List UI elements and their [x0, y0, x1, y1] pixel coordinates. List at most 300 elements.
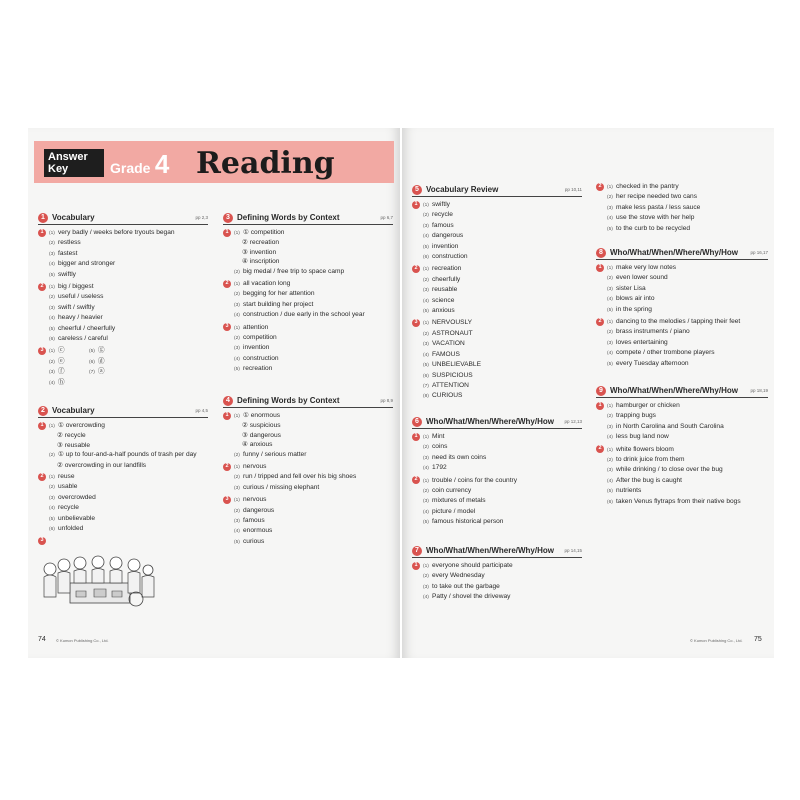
answer-line — [423, 339, 481, 349]
answer-block — [38, 421, 208, 470]
answer-line — [234, 343, 279, 353]
answer-line — [607, 284, 676, 294]
left-page — [28, 128, 400, 658]
answer-line — [49, 228, 175, 238]
item-marker: (2) — [607, 414, 613, 420]
answer-line — [607, 411, 724, 421]
answer-line — [234, 300, 365, 310]
answer-block — [223, 411, 393, 460]
answer-text: ④ inscription — [242, 258, 280, 266]
item-marker: (1) — [607, 404, 613, 409]
item-marker: (1) — [607, 447, 613, 453]
item-marker: (1) — [49, 424, 55, 429]
answer-line — [49, 270, 175, 280]
answer-text: cheerfully — [432, 275, 461, 283]
answer-line — [234, 440, 306, 449]
item-marker: (6) — [423, 255, 429, 261]
item-marker: (4) — [607, 351, 613, 357]
item-marker: (3) — [49, 495, 55, 501]
answer-line — [49, 282, 115, 292]
answer-line — [607, 294, 676, 304]
section-header — [38, 406, 208, 418]
answer-line — [607, 203, 700, 213]
answer-text: her recipe needed two cans — [616, 193, 698, 201]
answer-text: attention — [243, 323, 269, 331]
answer-text: ② recycle — [57, 432, 86, 440]
answer-line — [49, 482, 96, 492]
item-marker: (4) — [234, 313, 240, 319]
answer-text: fastest — [58, 249, 78, 257]
item-marker: (1) — [423, 321, 429, 327]
item-marker: (1) — [49, 349, 55, 355]
answer-text: trapping bugs — [616, 412, 656, 420]
answer-text: 1792 — [432, 464, 447, 472]
answer-text: big medal / free trip to space camp — [243, 267, 345, 275]
answer-line — [423, 231, 468, 241]
answer-text: dangerous — [243, 506, 275, 514]
answer-line — [49, 450, 197, 460]
answer-letter: ⓒ — [58, 347, 65, 355]
answer-text: construction — [432, 253, 468, 261]
answer-text: hamburger or chicken — [616, 402, 680, 409]
answer-line — [234, 289, 365, 299]
answer-text: ① enormous — [243, 412, 281, 419]
item-marker: (5) — [607, 361, 613, 367]
answer-block — [223, 495, 393, 547]
answer-list — [423, 318, 481, 401]
answer-line — [423, 391, 481, 401]
section-title: Vocabulary Review — [426, 185, 499, 195]
answer-list — [607, 445, 741, 507]
answer-line — [607, 465, 741, 475]
answer-line — [234, 431, 306, 440]
answer-line — [423, 221, 468, 231]
item-marker: (4) — [607, 216, 613, 222]
question-number-badge: 2 — [412, 476, 420, 484]
answer-line — [234, 537, 274, 547]
answer-text: construction / due early in the school year — [243, 311, 365, 319]
answer-text: ③ dangerous — [242, 431, 281, 439]
section-title: Who/What/When/Where/Why/How — [610, 386, 738, 396]
answer-text: CURIOUS — [432, 392, 463, 400]
item-marker: (3) — [607, 424, 613, 430]
answer-text: compete / other trombone players — [616, 349, 715, 357]
answer-line — [423, 350, 481, 360]
answer-text: bigger and stronger — [58, 260, 116, 268]
item-marker: (1) — [423, 564, 429, 569]
answer-cell — [49, 357, 89, 367]
answer-line — [423, 360, 481, 370]
answer-text: use the stove with her help — [616, 214, 695, 222]
answer-line — [423, 453, 486, 463]
answer-text: FAMOUS — [432, 350, 460, 358]
answer-text: SUSPICIOUS — [432, 371, 473, 379]
item-marker: (5) — [607, 226, 613, 232]
answer-line — [607, 497, 741, 507]
answer-list — [607, 182, 700, 234]
answer-line — [234, 257, 344, 266]
item-marker: (3) — [423, 223, 429, 229]
item-marker: (1) — [607, 185, 613, 190]
answer-line — [423, 329, 481, 339]
item-marker: (5) — [49, 272, 55, 278]
answer-letter: ⓖ — [98, 347, 105, 355]
section-number-badge: 7 — [412, 546, 422, 556]
answer-letter: ⓐ — [98, 368, 105, 376]
section-number-badge: 2 — [38, 406, 48, 416]
answer-line — [423, 486, 517, 496]
answer-text: need its own coins — [432, 453, 487, 461]
answer-text: Patty / shovel the driveway — [432, 593, 511, 601]
page-reference: pp 2,3 — [195, 215, 208, 221]
section-title: Who/What/When/Where/Why/How — [426, 417, 554, 427]
answer-list — [423, 264, 461, 316]
answer-line — [607, 476, 741, 486]
answer-line — [423, 318, 481, 328]
item-marker: (1) — [423, 203, 429, 208]
answer-text: every Wednesday — [432, 572, 485, 580]
answer-line — [423, 275, 461, 285]
answer-line — [234, 267, 344, 277]
answer-line — [234, 354, 279, 364]
item-marker: (4) — [423, 234, 429, 240]
question-number-badge: 1 — [223, 229, 231, 237]
answer-block — [596, 445, 768, 507]
answer-line — [49, 524, 96, 534]
answer-line — [423, 582, 513, 592]
answer-cell — [49, 367, 89, 377]
answer-line — [234, 228, 344, 238]
item-marker: (3) — [49, 305, 55, 311]
answer-text: to the curb to be recycled — [616, 224, 691, 232]
answer-block — [223, 323, 393, 375]
item-marker: (1) — [423, 435, 429, 440]
section-6 — [412, 417, 582, 530]
section-1 — [38, 213, 208, 390]
section-title: Vocabulary — [52, 406, 95, 416]
answer-text: picture / model — [432, 507, 476, 515]
item-marker: (4) — [607, 478, 613, 484]
item-marker: (4) — [49, 506, 55, 512]
answer-line — [234, 238, 344, 247]
answer-text: ③ reusable — [57, 441, 91, 449]
answer-text: swiftly — [58, 270, 76, 278]
answer-text: swiftly — [432, 201, 450, 208]
answer-text: nervous — [243, 463, 267, 471]
item-marker: (4) — [423, 352, 429, 358]
question-number-badge: 1 — [223, 412, 231, 420]
section-7-continued — [596, 182, 768, 236]
answer-letter: ⓓ — [98, 357, 105, 365]
answer-text: everyone should participate — [432, 562, 513, 569]
answer-line — [423, 592, 513, 602]
answer-text: very badly / weeks before tryouts began — [58, 229, 175, 236]
answer-text: NERVOUSLY — [432, 319, 473, 327]
item-marker: (2) — [49, 485, 55, 491]
item-marker: (2) — [607, 195, 613, 201]
answer-list — [234, 462, 356, 493]
item-marker: (6) — [423, 373, 429, 379]
answer-text: in the spring — [616, 305, 652, 313]
item-marker: (5) — [423, 363, 429, 369]
answer-text: ② suspicious — [242, 422, 281, 430]
item-marker: (3) — [607, 205, 613, 211]
title-banner — [34, 141, 394, 183]
question-number-badge: 3 — [223, 496, 231, 504]
answer-text: even lower sound — [616, 274, 668, 282]
answer-text: begging for her attention — [243, 290, 315, 298]
answer-text: reuse — [58, 473, 75, 481]
answer-line — [49, 238, 175, 248]
answer-line — [423, 507, 517, 517]
children-recycling-illustration — [40, 553, 158, 611]
answer-line — [423, 264, 461, 274]
answer-line — [234, 333, 279, 343]
answer-line — [607, 224, 700, 234]
answer-line — [234, 472, 356, 482]
answer-text: competition — [243, 334, 277, 342]
answer-text: anxious — [432, 307, 455, 315]
answer-line — [607, 273, 676, 283]
answer-line — [423, 242, 468, 252]
item-marker: (8) — [423, 394, 429, 400]
item-marker: (1) — [49, 475, 55, 481]
item-marker: (2) — [234, 336, 240, 342]
answer-letter: ⓗ — [58, 378, 65, 386]
answer-text: funny / serious matter — [243, 450, 307, 458]
answer-text: ASTRONAUT — [432, 329, 473, 337]
question-number-badge: 3 — [223, 323, 231, 331]
item-marker: (2) — [234, 292, 240, 298]
item-marker: (2) — [607, 330, 613, 336]
item-marker: (4) — [49, 316, 55, 322]
answer-line — [607, 455, 741, 465]
answer-cell — [89, 357, 129, 367]
copyright-left: © Kumon Publishing Co., Ltd. — [56, 638, 109, 643]
answer-text: dancing to the melodies / tapping their feet — [616, 318, 741, 326]
answer-text: enormous — [243, 527, 273, 535]
item-marker: (7) — [89, 370, 95, 376]
item-marker: (6) — [89, 359, 95, 365]
answer-block — [38, 282, 208, 344]
item-marker: (2) — [423, 277, 429, 283]
item-marker: (3) — [234, 485, 240, 491]
answer-line — [234, 421, 306, 430]
item-marker: (3) — [423, 288, 429, 294]
item-marker: (2) — [234, 452, 240, 458]
answer-text: checked in the pantry — [616, 183, 679, 190]
answer-block — [412, 561, 582, 603]
item-marker: (4) — [607, 435, 613, 441]
question-number-badge: 2 — [223, 463, 231, 471]
answer-text: dangerous — [432, 232, 464, 240]
answer-block — [412, 200, 582, 262]
answer-block — [412, 318, 582, 401]
item-marker: (5) — [49, 516, 55, 522]
answer-letter: ⓔ — [58, 357, 65, 365]
answer-line — [607, 263, 676, 273]
item-marker: (6) — [49, 337, 55, 343]
answer-line — [607, 338, 740, 348]
answer-text: sister Lisa — [616, 284, 646, 292]
answer-block — [596, 317, 768, 369]
answer-line — [423, 306, 461, 316]
section-8 — [596, 248, 768, 371]
item-marker: (5) — [423, 520, 429, 526]
answer-text: science — [432, 296, 455, 304]
item-marker: (5) — [234, 367, 240, 373]
answer-line — [423, 561, 513, 571]
answer-text: loves entertaining — [616, 338, 668, 346]
answer-list — [234, 228, 344, 277]
item-marker: (2) — [423, 489, 429, 495]
answer-text: famous — [243, 517, 265, 525]
question-number-badge: 1 — [596, 402, 604, 410]
grade-label — [110, 149, 169, 180]
answer-line — [49, 324, 115, 334]
answer-cell — [89, 378, 129, 388]
answer-block — [596, 182, 768, 234]
answer-line — [423, 571, 513, 581]
answer-text: ① competition — [243, 229, 285, 236]
question-number-badge: 2 — [38, 473, 46, 481]
answer-text: unfolded — [58, 525, 84, 533]
item-marker: (1) — [234, 325, 240, 331]
page-reference: pp 6,7 — [380, 215, 393, 221]
answer-list — [49, 472, 96, 534]
page-title: Reading — [196, 146, 335, 181]
item-marker: (3) — [607, 468, 613, 474]
question-number-badge: 2 — [596, 183, 604, 191]
answer-text: less bug land now — [616, 433, 669, 441]
answer-text: usable — [58, 483, 78, 491]
question-number-badge: 1 — [412, 433, 420, 441]
answer-block — [596, 263, 768, 315]
answer-list — [49, 228, 175, 280]
page-reference: pp 14,15 — [564, 548, 582, 554]
answer-line — [49, 292, 115, 302]
section-title: Defining Words by Context — [237, 396, 340, 406]
answer-text: run / tripped and fell over his big shoes — [243, 473, 357, 481]
grade-word: Grade — [110, 160, 151, 176]
section-4 — [223, 396, 393, 549]
item-marker: (4) — [423, 466, 429, 472]
answer-line — [423, 381, 481, 391]
answer-text: nervous — [243, 496, 267, 504]
answer-line — [234, 364, 279, 374]
answer-list — [234, 411, 306, 460]
answer-grid — [49, 346, 129, 388]
answer-block — [38, 228, 208, 280]
answer-list — [607, 401, 724, 443]
answer-list — [607, 263, 676, 315]
answer-text: brass instruments / piano — [616, 328, 690, 336]
answer-text: coin currency — [432, 487, 472, 495]
answer-line — [234, 411, 306, 421]
answer-line — [234, 450, 306, 460]
section-title: Who/What/When/Where/Why/How — [610, 248, 738, 258]
left-page-number: 74 — [38, 636, 46, 643]
section-3 — [223, 213, 393, 377]
item-marker: (2) — [423, 574, 429, 580]
answer-line — [234, 526, 274, 536]
answer-list — [607, 317, 740, 369]
answer-text: ② recreation — [242, 239, 280, 247]
answer-text: ④ anxious — [242, 441, 273, 449]
item-marker: (2) — [607, 458, 613, 464]
section-7 — [412, 546, 582, 605]
item-marker: (1) — [423, 267, 429, 273]
answer-text: cheerful / cheerfully — [58, 324, 116, 332]
answer-block — [38, 536, 208, 545]
answer-text: mixtures of metals — [432, 497, 486, 505]
item-marker: (3) — [234, 346, 240, 352]
answer-line — [49, 313, 115, 323]
item-marker: (2) — [234, 269, 240, 275]
answer-line — [49, 441, 197, 450]
item-marker: (3) — [607, 286, 613, 292]
answer-line — [49, 514, 96, 524]
item-marker: (2) — [234, 475, 240, 481]
page-reference: pp 16,17 — [750, 250, 768, 256]
item-marker: (4) — [423, 298, 429, 304]
answer-text: blows air into — [616, 295, 655, 303]
answer-text: trouble / coins for the country — [432, 476, 518, 484]
item-marker: (2) — [423, 445, 429, 451]
answer-block — [223, 228, 393, 277]
right-page-number: 75 — [754, 636, 762, 643]
item-marker: (4) — [234, 356, 240, 362]
answer-text: construction — [243, 354, 279, 362]
section-number-badge: 8 — [596, 248, 606, 258]
question-number-badge: 1 — [38, 229, 46, 237]
open-workbook — [28, 128, 774, 658]
item-marker: (2) — [49, 295, 55, 301]
answer-text: famous — [432, 221, 454, 229]
answer-line — [234, 483, 356, 493]
item-marker: (3) — [49, 370, 55, 376]
section-number-badge: 4 — [223, 396, 233, 406]
section-header — [412, 185, 582, 197]
answer-line — [607, 432, 724, 442]
section-number-badge: 6 — [412, 417, 422, 427]
answer-line — [49, 461, 197, 470]
answer-block — [223, 279, 393, 321]
item-marker: (4) — [49, 380, 55, 386]
answer-letter: ⓕ — [58, 368, 65, 376]
section-2 — [38, 406, 208, 547]
item-marker: (2) — [607, 276, 613, 282]
question-number-badge: 2 — [412, 265, 420, 273]
question-number-badge: 1 — [596, 264, 604, 272]
answer-key-label: Answer Key — [44, 149, 104, 177]
answer-line — [607, 401, 724, 411]
answer-text: Mint — [432, 433, 445, 440]
item-marker: (3) — [607, 340, 613, 346]
item-marker: (3) — [234, 519, 240, 525]
question-number-badge: 2 — [596, 445, 604, 453]
answer-text: in North Carolina and South Carolina — [616, 422, 724, 430]
answer-text: ③ invention — [242, 248, 277, 256]
item-marker: (3) — [234, 302, 240, 308]
question-number-badge: 2 — [596, 318, 604, 326]
answer-text: while drinking / to close over the bug — [616, 466, 723, 474]
answer-block — [38, 472, 208, 534]
section-number-badge: 9 — [596, 386, 606, 396]
answer-line — [607, 305, 676, 315]
item-marker: (5) — [49, 326, 55, 332]
answer-line — [607, 182, 700, 192]
